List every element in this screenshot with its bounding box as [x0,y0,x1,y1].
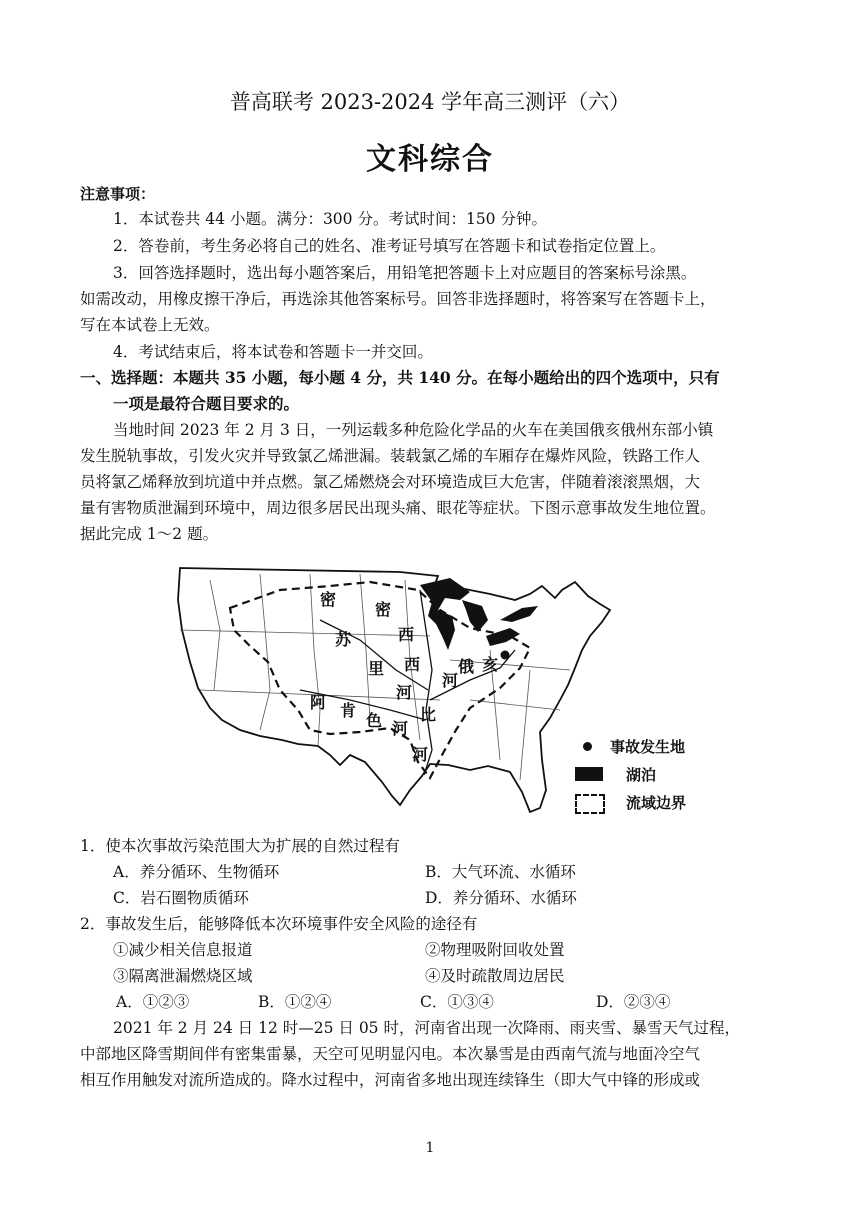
note-item: 4．考试结束后，将本试卷和答题卡一并交回。 [113,343,433,361]
legend-lake-label: 湖泊 [626,766,657,784]
accident-dot-icon [583,742,592,751]
map-label: 密 [375,600,392,619]
q2-option-b: B．①②④ [258,993,332,1011]
map-label: 河 [442,671,459,690]
notes-heading: 注意事项： [80,185,156,203]
note-item: 如需改动，用橡皮擦干净后，再选涂其他答案标号。回答非选择题时，将答案写在答题卡上， [80,290,716,308]
legend-accident-label: 事故发生地 [610,738,686,756]
lake-swatch-icon [575,767,603,781]
q1-option-c: C．岩石圈物质循环 [113,889,249,907]
passage-line: 当地时间 2023 年 2 月 3 日，一列运载多种危险化学品的火车在美国俄亥俄州东部小镇 [113,421,714,439]
q1-option-d: D．养分循环、水循环 [425,889,577,907]
q2-statement-4: ④及时疏散周边居民 [425,967,565,985]
note-item: 3．回答选择题时，选出每小题答案后，用铅笔把答题卡上对应题目的答案标号涂黑。 [113,264,697,282]
q2-option-a: A．①②③ [116,993,190,1011]
q2-option-c: C．①③④ [420,993,494,1011]
great-lakes [420,578,538,650]
map-label: 俄 [458,657,475,676]
map-label: 肯 [340,701,357,720]
basin-swatch-icon [575,794,605,814]
map-label: 阿 [310,693,327,712]
question-1-stem: 1．使本次事故污染范围大为扩展的自然过程有 [80,837,400,855]
page-number: 1 [425,1140,435,1156]
q2-statement-1: ①减少相关信息报道 [113,941,253,959]
q2-option-d: D．②③④ [596,993,671,1011]
map-label: 色 [366,711,383,730]
map-label: 河 [396,683,413,702]
exam-subject: 文科综合 [366,142,494,177]
q1-option-a: A．养分循环、生物循环 [113,863,280,881]
note-item: 2．答卷前，考生务必将自己的姓名、准考证号填写在答题卡和试卷指定位置上。 [113,237,666,255]
map-label: 亥 [482,655,499,674]
legend-basin-label: 流域边界 [626,794,687,812]
us-outline [178,568,610,812]
note-item: 写在本试卷上无效。 [80,316,220,334]
passage-line: 发生脱轨事故，引发火灾并导致氯乙烯泄漏。装载氯乙烯的车厢存在爆炸风险，铁路工作人 [80,447,701,465]
map-label: 西 [398,625,415,644]
q1-option-b: B．大气环流、水循环 [425,863,576,881]
passage-line: 量有害物质泄漏到环境中，周边很多居民出现头痛、眼花等症状。下图示意事故发生地位置。 [80,499,716,517]
passage-line: 员将氯乙烯释放到坑道中并点燃。氯乙烯燃烧会对环境造成巨大危害，伴随着滚滚黑烟，大 [80,473,701,491]
map-label: 比 [420,705,437,724]
map-label: 西 [404,655,421,674]
section-heading: 一项是最符合题目要求的。 [113,394,300,413]
note-item: 1．本试卷共 44 小题。满分：300 分。考试时间：150 分钟。 [113,210,547,228]
map-label: 苏 [335,630,352,649]
passage-line: 中部地区降雪期间伴有密集雷暴，天空可见明显闪电。本次暴雪是由西南气流与地面冷空气 [80,1045,701,1063]
passage-line: 相互作用触发对流所造成的。降水过程中，河南省多地出现连续锋生（即大气中锋的形成或 [80,1071,701,1089]
map-label: 河 [412,745,429,764]
question-2-stem: 2．事故发生后，能够降低本次环境事件安全风险的途径有 [80,915,478,933]
q2-statement-3: ③隔离泄漏燃烧区域 [113,967,253,985]
q2-statement-2: ②物理吸附回收处置 [425,941,565,959]
passage-line: 据此完成 1～2 题。 [80,525,219,543]
map-label: 里 [368,659,385,678]
map-label: 河 [392,719,409,738]
section-heading: 一、选择题：本题共 35 小题，每小题 4 分，共 140 分。在每小题给出的四个选项中，只有 [80,368,720,387]
map-label: 密 [320,590,337,609]
passage-line: 2021 年 2 月 24 日 12 时—25 日 05 时，河南省出现一次降雨、雨夹雪、暴雪天气过程， [113,1019,740,1037]
accident-site-marker [501,651,510,660]
exam-title: 普高联考 2023-2024 学年高三测评（六） [229,90,631,114]
